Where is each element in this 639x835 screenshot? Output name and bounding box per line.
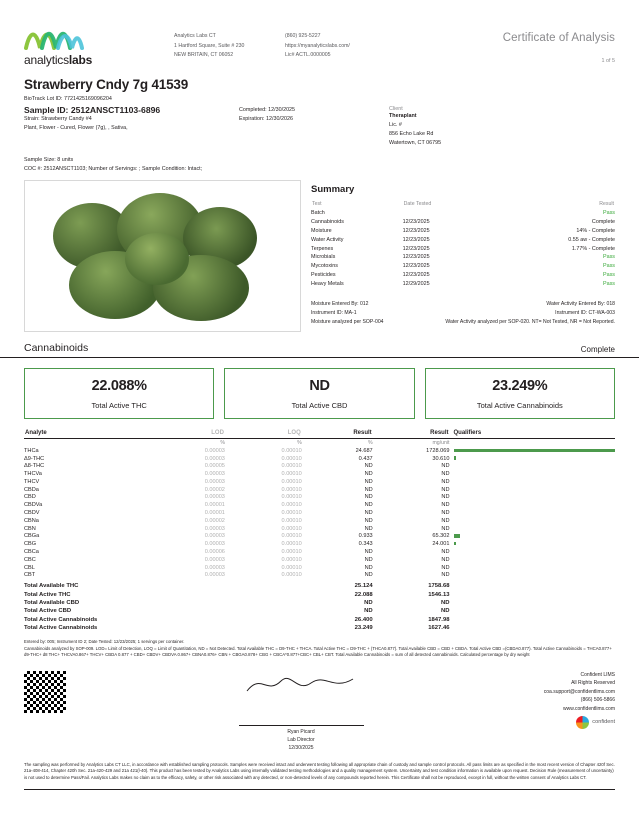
client-name: Theraplant xyxy=(389,113,417,119)
client-street: 856 Echo Lake Rd xyxy=(389,130,434,137)
analyte-pct: 0.437 xyxy=(358,455,373,462)
analyte-lod: 0.00003 xyxy=(204,572,225,579)
total-label: Total Available CBD xyxy=(24,599,80,606)
page-number: 1 of 5 xyxy=(601,58,615,64)
analyte-loq: 0.00010 xyxy=(281,517,302,524)
sample-size: Sample Size: 8 units xyxy=(24,156,74,163)
lims-email[interactable]: coa.support@confidentlims.com xyxy=(543,688,615,695)
analyte-pct: ND xyxy=(364,517,373,524)
moisture-entered-by: Moisture Entered By: 012 xyxy=(311,301,369,308)
analyte-lod: 0.00001 xyxy=(204,510,225,517)
summary-table xyxy=(311,200,615,288)
lims-rights: All Rights Reserved xyxy=(571,680,615,687)
summary-date: 12/23/2025 xyxy=(402,236,430,243)
summary-date: 12/23/2025 xyxy=(402,219,430,226)
analyte-lod: 0.00003 xyxy=(204,471,225,478)
analyte-pct: ND xyxy=(364,525,373,532)
total-row xyxy=(24,607,615,615)
analyte-bar xyxy=(454,449,616,452)
total-mg: ND xyxy=(440,599,450,606)
confident-wordmark: confident xyxy=(592,719,615,726)
summary-test: Terpenes xyxy=(311,245,334,252)
analyte-pct: ND xyxy=(364,471,373,478)
total-box-label: Total Active Cannabinoids xyxy=(476,401,563,410)
analyte-bar-cell xyxy=(450,462,616,470)
analyte-bar-cell xyxy=(450,509,616,517)
summary-result: 0.55 aw - Complete xyxy=(568,236,615,243)
total-mg: 1627.46 xyxy=(428,625,450,632)
coc-line: COC #: 2512ANSCT1103; Number of Servings: ; Sample Condition: Intact; xyxy=(24,165,203,172)
analyte-lod: 0.00002 xyxy=(204,517,225,524)
total-mg: 1546.13 xyxy=(428,591,450,598)
summary-result: 14% - Complete xyxy=(576,227,615,234)
col-lod: LOD xyxy=(148,429,225,439)
coa-title: Certificate of Analysis xyxy=(502,32,615,44)
analyte-mg: ND xyxy=(441,517,450,524)
summary-row xyxy=(311,262,615,271)
completed-value: 12/30/2025 xyxy=(268,107,296,113)
analyte-loq: 0.00010 xyxy=(281,510,302,517)
analyte-name: CBD xyxy=(24,494,36,501)
analyte-loq: 0.00010 xyxy=(281,455,302,462)
unit-loq: % xyxy=(297,439,302,446)
totals-boxes xyxy=(0,358,639,419)
summary-test: Mycotoxins xyxy=(311,263,338,270)
analyte-pct: ND xyxy=(364,486,373,493)
cannabinoids-status: Complete xyxy=(580,345,615,354)
sample-photo xyxy=(24,180,301,332)
analyte-loq: 0.00010 xyxy=(281,478,302,485)
analyte-name: CBC xyxy=(24,556,36,563)
total-row xyxy=(24,598,615,606)
total-row xyxy=(24,624,615,632)
summary-rows xyxy=(311,209,615,288)
strain-line: Strain: Strawberry Candy #4 xyxy=(24,116,92,122)
total-label: Total Active Cannabinoids xyxy=(24,616,98,623)
analyte-loq: 0.00010 xyxy=(281,556,302,563)
client-label: Client xyxy=(389,106,403,112)
signature-line xyxy=(239,725,364,726)
analyte-name: CBL xyxy=(24,564,35,571)
analyte-mg: 65.302 xyxy=(432,533,450,540)
qr-code[interactable] xyxy=(24,671,66,713)
moisture-note xyxy=(311,300,433,327)
analyte-lod: 0.00003 xyxy=(204,541,225,548)
summary-date: 12/23/2025 xyxy=(402,227,430,234)
table-row xyxy=(24,571,615,579)
disclaimer-text: The sampling was performed by Analytics Labs CT LLC, in accordance with established sampling protocols. Samples were received intact and underwent testing following all appropriate chain of custody and sample control protocols. All pass limits are as specified in the most recent version of Chapter 420f Sec. 21a-408-414, Chapter 420h Sec. 21a-420-429 and 21a 421(l-40). This product has been tested by Analytics Labs using internally validated testing methodologies and a quality management system. Uncertainty and test condition information is available upon request. Decision Rule (measurement of uncertainty) is not used to determine Pass/Fail. Analytics Labs makes no claim as to the efficacy, safety, or other risk associated with any detected, or non-detected levels of any compounds reported herein. This Certificate shall not be reproduced, except in full, without the written consent of Analytics Labs CT. xyxy=(24,761,615,780)
total-box-value: 23.249% xyxy=(492,378,548,394)
analyte-bar xyxy=(454,456,457,459)
col-loq: LOQ xyxy=(225,429,302,439)
total-mg: 1847.98 xyxy=(428,616,450,623)
analyte-bar-cell xyxy=(450,556,616,564)
lab-website[interactable]: https://myanalyticslabs.com/ xyxy=(285,42,350,49)
analyte-loq: 0.00010 xyxy=(281,447,302,454)
analyte-pct: ND xyxy=(364,510,373,517)
total-pct: ND xyxy=(364,608,373,615)
summary-test: Pesticides xyxy=(311,271,336,278)
total-row xyxy=(24,590,615,598)
logo-word-light: analytics xyxy=(24,53,69,67)
expiration-date xyxy=(239,115,389,124)
total-box xyxy=(24,368,214,419)
analyte-loq: 0.00010 xyxy=(281,572,302,579)
summary-row xyxy=(311,235,615,244)
analyte-bar xyxy=(454,542,456,545)
summary-test: Cannabinoids xyxy=(311,219,344,226)
summary-result: Pass xyxy=(603,254,615,261)
lot-label: BioTrack Lot ID: xyxy=(24,96,63,102)
analyte-loq: 0.00010 xyxy=(281,494,302,501)
completed-label: Completed: xyxy=(239,107,267,113)
table-row xyxy=(24,478,615,486)
summary-test: Moisture xyxy=(311,227,332,234)
cannabinoid-table xyxy=(24,429,615,632)
sample-info xyxy=(0,67,639,174)
table-row xyxy=(24,501,615,509)
sample-left-col xyxy=(24,105,239,148)
summary-row xyxy=(311,253,615,262)
signer-name: Ryan Picard xyxy=(287,728,315,735)
analyte-lod: 0.00001 xyxy=(204,502,225,509)
table-row xyxy=(24,540,615,548)
analyte-loq: 0.00010 xyxy=(281,471,302,478)
summary-test: Batch xyxy=(311,210,325,217)
lab-address xyxy=(174,26,279,61)
summary-col-result: Result xyxy=(599,201,614,207)
cannabinoids-band xyxy=(0,338,639,358)
analyte-mg: ND xyxy=(441,494,450,501)
table-row xyxy=(24,509,615,517)
analyte-name: CBT xyxy=(24,572,36,579)
analyte-loq: 0.00010 xyxy=(281,564,302,571)
analyte-mg: 1728.069 xyxy=(426,447,450,454)
analyte-name: CBDa xyxy=(24,486,39,493)
analytics-labs-logo-icon xyxy=(24,26,88,52)
analyte-bar-cell xyxy=(450,540,616,548)
signature-scribble-icon xyxy=(241,671,361,697)
total-pct: 22.088 xyxy=(354,591,373,598)
analyte-pct: ND xyxy=(364,502,373,509)
analyte-pct: ND xyxy=(364,478,373,485)
summary-test: Water Activity xyxy=(311,236,344,243)
lab-license: Lic# ACTL.0000005 xyxy=(285,52,331,59)
wa-sop: Water Activity analyzed per SOP-020. NT= Not Tested, NR = Not Reported. xyxy=(445,319,615,326)
analyte-lod: 0.00006 xyxy=(204,548,225,555)
total-box xyxy=(425,368,615,419)
total-row xyxy=(24,615,615,623)
brand-logo xyxy=(24,26,144,67)
lab-street: 1 Hartford Square, Suite # 230 xyxy=(174,42,245,49)
summary-date: 12/23/2025 xyxy=(402,271,430,278)
analyte-name: CBG xyxy=(24,541,37,548)
table-row xyxy=(24,447,615,455)
analyte-lod: 0.00003 xyxy=(204,478,225,485)
table-row xyxy=(24,494,615,502)
analyte-lod: 0.00003 xyxy=(204,556,225,563)
analyte-name: THCV xyxy=(24,478,40,485)
analyte-pct: ND xyxy=(364,548,373,555)
analyte-bar-cell xyxy=(450,548,616,556)
total-label: Total Active THC xyxy=(24,591,71,598)
table-row xyxy=(24,517,615,525)
table-row xyxy=(24,470,615,478)
analyte-name: THCVa xyxy=(24,471,42,478)
analyte-bar-cell xyxy=(450,455,616,463)
analyte-name: Δ9-THC xyxy=(24,455,45,462)
analyte-mg: ND xyxy=(441,548,450,555)
sample-id xyxy=(24,105,239,115)
footnote-entry: Entered by: 005; Instrument ID 2; Date Tested: 12/23/2025; 1 servings per container. xyxy=(24,639,185,645)
lab-phone: (860) 925-5227 xyxy=(285,33,321,39)
summary-col-test: Test xyxy=(312,201,322,207)
analyte-name: CBN xyxy=(24,525,36,532)
summary-result: Complete xyxy=(591,219,615,226)
analyte-bar-cell xyxy=(450,564,616,572)
total-row xyxy=(24,579,615,590)
summary-result: Pass xyxy=(603,210,615,217)
summary-row xyxy=(311,218,615,227)
col-result-mg: Result xyxy=(373,429,450,439)
water-activity-note xyxy=(433,300,615,327)
summary-section xyxy=(311,180,615,332)
table-row xyxy=(24,532,615,540)
signature-date: 12/30/2025 xyxy=(288,744,314,751)
analyte-lod: 0.00003 xyxy=(204,564,225,571)
summary-result: 1.77% - Complete xyxy=(571,245,615,252)
lims-website[interactable]: www.confidentlims.com xyxy=(563,705,615,712)
total-mg: 1758.68 xyxy=(428,583,450,590)
analyte-bar-cell xyxy=(450,501,616,509)
confident-brand xyxy=(544,716,615,729)
client-block xyxy=(389,105,549,148)
analyte-loq: 0.00010 xyxy=(281,463,302,470)
footer-rule xyxy=(24,789,615,790)
analyte-mg: 24.001 xyxy=(432,541,450,548)
unit-pct: % xyxy=(368,439,373,446)
analyte-name: CBGa xyxy=(24,533,40,540)
moisture-sop: Moisture analyzed per SOP-004 xyxy=(311,319,384,326)
summary-date xyxy=(403,209,485,218)
analyte-name: CBDVa xyxy=(24,502,43,509)
summary-test: Heavy Metals xyxy=(311,280,344,287)
total-box xyxy=(224,368,414,419)
analyte-bar-cell xyxy=(450,532,616,540)
analyte-bar-cell xyxy=(450,478,616,486)
signer-title: Lab Director xyxy=(287,736,315,743)
method-footnotes xyxy=(0,632,639,659)
analyte-mg: ND xyxy=(441,525,450,532)
unit-mg: mg/unit xyxy=(432,439,450,446)
analyte-bar-cell xyxy=(450,447,616,455)
logo-wordmark xyxy=(24,53,144,67)
analyte-loq: 0.00010 xyxy=(281,548,302,555)
signature-row xyxy=(0,659,639,752)
logo-word-bold: labs xyxy=(68,53,93,67)
lab-city: NEW BRITAIN, CT 06052 xyxy=(174,52,234,59)
summary-result: Pass xyxy=(603,280,615,287)
analyte-mg: ND xyxy=(441,556,450,563)
total-label: Total Available THC xyxy=(24,583,79,590)
analyte-lod: 0.00003 xyxy=(204,447,225,454)
wa-entered-by: Water Activity Entered By: 018 xyxy=(546,301,615,308)
analyte-pct: 0.343 xyxy=(358,541,373,548)
signature-block xyxy=(236,671,366,752)
total-pct: ND xyxy=(364,599,373,606)
completed-date xyxy=(239,106,389,115)
analyte-mg: ND xyxy=(441,486,450,493)
analyte-name: CBDV xyxy=(24,510,40,517)
table-row xyxy=(24,462,615,470)
client-city: Watertown, CT 06795 xyxy=(389,139,442,146)
analyte-pct: ND xyxy=(364,556,373,563)
total-label: Total Active Cannabinoids xyxy=(24,625,98,632)
page-header xyxy=(0,0,639,67)
analyte-loq: 0.00010 xyxy=(281,525,302,532)
total-pct: 23.249 xyxy=(354,625,373,632)
moisture-instrument: Instrument ID: MA-1 xyxy=(311,310,357,317)
client-license: Lic. # xyxy=(389,121,402,128)
summary-col-date: Date Tested xyxy=(403,201,432,207)
total-label: Total Active CBD xyxy=(24,608,72,615)
analyte-mg: ND xyxy=(441,463,450,470)
analyte-bar-cell xyxy=(450,571,616,579)
summary-date: 12/29/2025 xyxy=(402,280,430,287)
analyte-mg: ND xyxy=(441,510,450,517)
footnote-methods: Cannabinoids analyzed by SOP-009. LOD= Limit of Detection, LOQ = Limit of Quantitation, ND = Not Detected. Total Available THC = D9-THC + THCA. Total Active THC = D9-THC + (THCA0.877). Total Available CBD = CBD + CBDA. Total Active CBD =(CBDA0.877). Total Active Cannabinoids = THCA0.877+ d9-THC+ d8 THC+ THCVA0.867+ THCV+ CBDA 0.877 + CBD+ CBDV+ CBDVA 0.867+ CBNA0.876+ CBN + CBGA0.878+ CBG + CBCA*0.877+CBC+ CBL+ CBT. Total Available Cannabinoids = sum of all detected cannabinoids. Calculated percentage by dry weight xyxy=(24,645,612,658)
total-box-label: Total Active THC xyxy=(91,401,147,410)
lot-value: 7721425169096204 xyxy=(63,96,112,102)
lims-footer xyxy=(544,671,615,730)
summary-row xyxy=(311,244,615,253)
analyte-lod: 0.00002 xyxy=(204,486,225,493)
analyte-name: Δ8-THC xyxy=(24,463,45,470)
analyte-lod: 0.00003 xyxy=(204,525,225,532)
summary-title: Summary xyxy=(311,184,355,195)
analyte-bar-cell xyxy=(450,494,616,502)
analyte-lod: 0.00005 xyxy=(204,463,225,470)
col-result-pct: Result xyxy=(302,429,373,439)
analyte-bar-cell xyxy=(450,486,616,494)
cannabinoids-title: Cannabinoids xyxy=(24,342,89,354)
summary-row xyxy=(311,270,615,279)
analyte-pct: ND xyxy=(364,572,373,579)
analyte-lod: 0.00003 xyxy=(204,533,225,540)
analyte-mg: ND xyxy=(441,502,450,509)
analyte-name: CBCa xyxy=(24,548,39,555)
total-box-label: Total Active CBD xyxy=(291,401,348,410)
analyte-bar xyxy=(454,534,460,537)
sample-id-value: 2512ANSCT1103-6896 xyxy=(70,105,161,115)
total-rows xyxy=(24,579,615,632)
summary-result: Pass xyxy=(603,271,615,278)
total-pct: 26.400 xyxy=(354,616,373,623)
analyte-pct: ND xyxy=(364,463,373,470)
analyte-pct: ND xyxy=(364,564,373,571)
unit-lod: % xyxy=(220,439,225,446)
table-row xyxy=(24,548,615,556)
matrix-line: Plant, Flower - Cured, Flower (7g), , Sativa, xyxy=(24,124,128,131)
analyte-pct: 0.933 xyxy=(358,533,373,540)
col-analyte: Analyte xyxy=(24,429,148,439)
analyte-mg: 30.610 xyxy=(432,455,450,462)
analyte-loq: 0.00010 xyxy=(281,541,302,548)
analyte-bar-cell xyxy=(450,470,616,478)
analyte-bar-cell xyxy=(450,517,616,525)
analyte-lod: 0.00003 xyxy=(204,494,225,501)
analyte-mg: ND xyxy=(441,478,450,485)
summary-row xyxy=(311,279,615,288)
expiration-label: Expiration: xyxy=(239,115,265,122)
coa-header-right xyxy=(503,26,615,64)
analyte-bar-cell xyxy=(450,525,616,533)
analyte-loq: 0.00010 xyxy=(281,502,302,509)
table-row xyxy=(24,486,615,494)
table-row xyxy=(24,525,615,533)
analyte-lod: 0.00003 xyxy=(204,455,225,462)
summary-row xyxy=(311,227,615,236)
sample-id-label: Sample ID: xyxy=(24,105,69,115)
summary-date: 12/23/2025 xyxy=(402,254,430,261)
summary-result: Pass xyxy=(603,263,615,270)
wa-instrument: Instrument ID: CT-WA-003 xyxy=(555,310,615,317)
summary-test: Microbials xyxy=(311,254,336,261)
summary-row xyxy=(311,209,615,218)
expiration-value: 12/30/2026 xyxy=(265,115,293,122)
analyte-mg: ND xyxy=(441,564,450,571)
summary-date: 12/23/2025 xyxy=(402,263,430,270)
analyte-loq: 0.00010 xyxy=(281,486,302,493)
analyte-pct: 24.687 xyxy=(355,447,373,454)
sample-meta xyxy=(24,156,615,174)
sample-name: Strawberry Cndy 7g 41539 xyxy=(24,77,189,92)
lab-name: Analytics Labs CT xyxy=(174,33,216,39)
total-pct: 25.124 xyxy=(354,583,373,590)
analyte-rows xyxy=(24,447,615,579)
analyte-name: THCa xyxy=(24,447,39,454)
lims-phone: (866) 506-5866 xyxy=(580,697,615,704)
total-box-value: ND xyxy=(309,378,330,394)
analyte-mg: ND xyxy=(441,471,450,478)
confident-logo-icon xyxy=(576,716,589,729)
lab-contact xyxy=(285,26,425,61)
total-box-value: 22.088% xyxy=(91,378,147,394)
summary-date: 12/23/2025 xyxy=(402,245,430,252)
analyte-loq: 0.00010 xyxy=(281,533,302,540)
table-row xyxy=(24,564,615,572)
lot-id xyxy=(24,96,615,102)
total-mg: ND xyxy=(440,608,450,615)
col-qualifiers: Qualifiers xyxy=(450,429,616,439)
table-row xyxy=(24,556,615,564)
table-row xyxy=(24,455,615,463)
analyte-mg: ND xyxy=(441,572,450,579)
sample-dates xyxy=(239,105,389,148)
method-notes xyxy=(311,300,615,327)
analyte-pct: ND xyxy=(364,494,373,501)
lims-name: Confident LIMS xyxy=(580,671,615,678)
analyte-name: CBNa xyxy=(24,517,39,524)
